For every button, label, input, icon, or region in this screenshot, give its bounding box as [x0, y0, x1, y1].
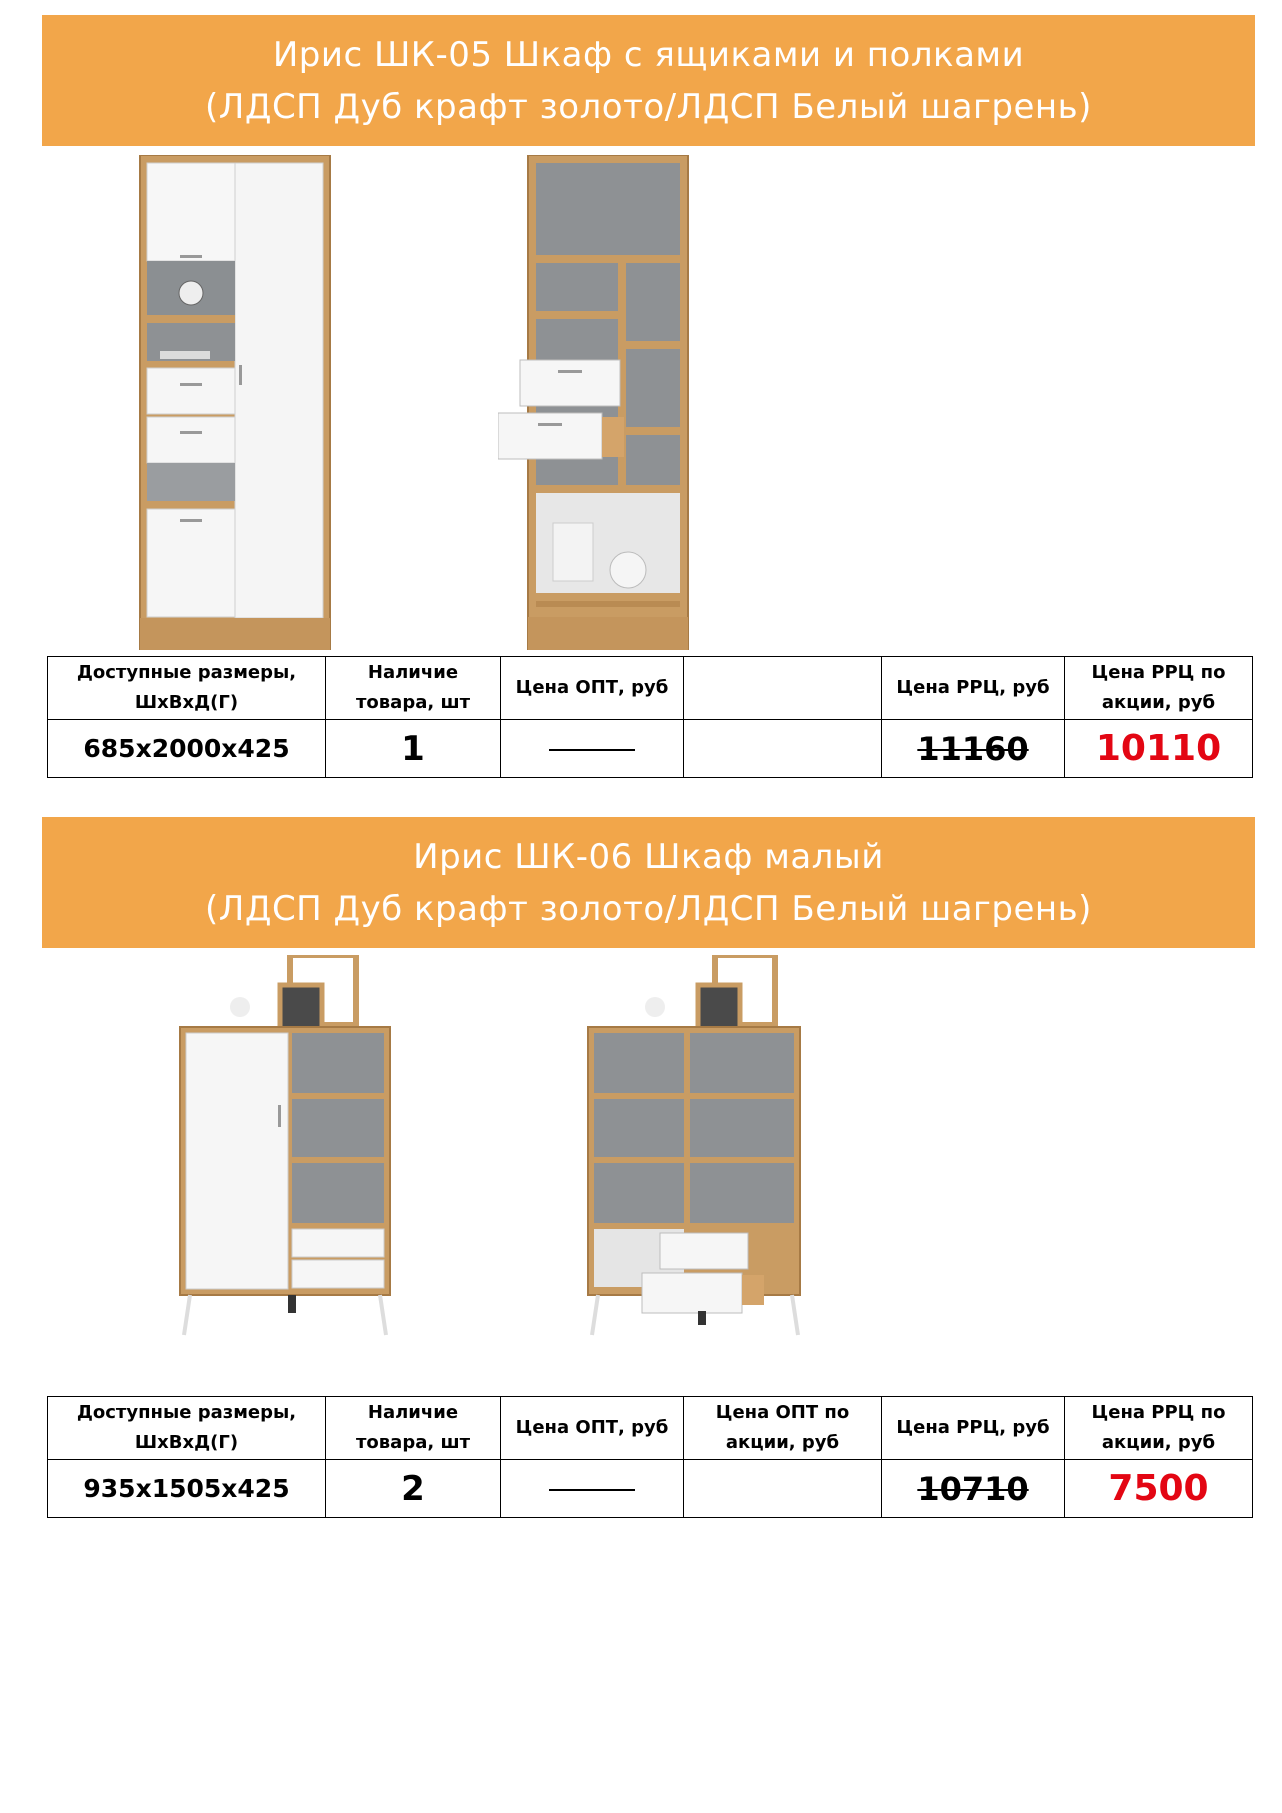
table-header-row	[48, 657, 1253, 720]
header-size: Доступные размеры, ШхВхД(Г)	[48, 657, 326, 720]
header-rrc-price: Цена РРЦ, руб	[882, 657, 1065, 720]
size-value: 685х2000х425	[48, 720, 326, 778]
rrc-promo-value: 7500	[1065, 1460, 1253, 1518]
tall-cabinet-open-image	[498, 155, 698, 650]
product-1-title-banner	[42, 15, 1255, 146]
rrc-price-value: 10710	[882, 1460, 1065, 1518]
header-opt-price: Цена ОПТ, руб	[501, 1397, 684, 1460]
header-opt-promo	[684, 657, 882, 720]
tall-cabinet-closed-image	[135, 155, 335, 650]
table-row	[48, 720, 1253, 778]
opt-price-value	[501, 1460, 684, 1518]
header-opt-price: Цена ОПТ, руб	[501, 657, 684, 720]
header-rrc-promo: Цена РРЦ по акции, руб	[1065, 657, 1253, 720]
header-stock: Наличие товара, шт	[326, 657, 501, 720]
table-header-row	[48, 1397, 1253, 1460]
header-stock: Наличие товара, шт	[326, 1397, 501, 1460]
table-row	[48, 1460, 1253, 1518]
product-1-subtitle: (ЛДСП Дуб крафт золото/ЛДСП Белый шагрень)	[205, 86, 1092, 127]
rrc-promo-value: 10110	[1065, 720, 1253, 778]
stock-value: 1	[326, 720, 501, 778]
size-value: 935х1505х425	[48, 1460, 326, 1518]
header-rrc-price: Цена РРЦ, руб	[882, 1397, 1065, 1460]
product-1-title: Ирис ШК-05 Шкаф с ящиками и полками	[272, 34, 1025, 75]
product-2-subtitle: (ЛДСП Дуб крафт золото/ЛДСП Белый шагрень)	[205, 888, 1092, 929]
opt-price-value	[501, 720, 684, 778]
product-2-title-banner	[42, 817, 1255, 948]
product-2-title: Ирис ШК-06 Шкаф малый	[413, 836, 884, 877]
product-1-specs-table	[47, 656, 1253, 778]
small-cabinet-open-image	[580, 955, 810, 1355]
small-cabinet-closed-image	[170, 955, 400, 1355]
opt-promo-value	[684, 720, 882, 778]
header-size: Доступные размеры, ШхВхД(Г)	[48, 1397, 326, 1460]
stock-value: 2	[326, 1460, 501, 1518]
product-2-specs-table	[47, 1396, 1253, 1518]
opt-promo-value	[684, 1460, 882, 1518]
rrc-price-value: 11160	[882, 720, 1065, 778]
header-rrc-promo: Цена РРЦ по акции, руб	[1065, 1397, 1253, 1460]
header-opt-promo: Цена ОПТ по акции, руб	[684, 1397, 882, 1460]
